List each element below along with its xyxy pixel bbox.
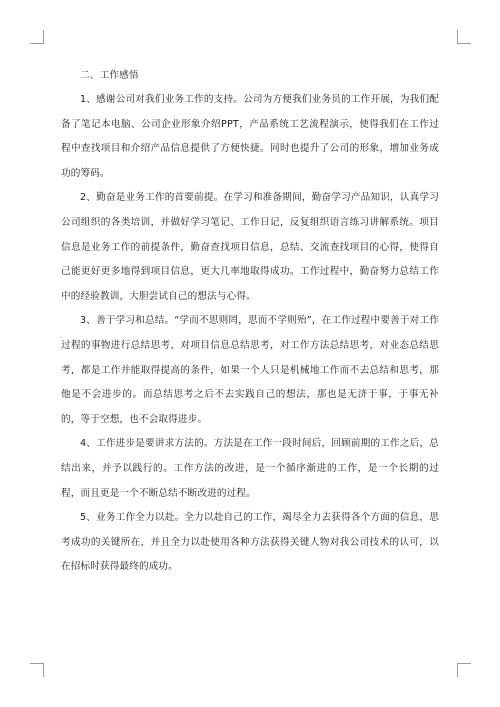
paragraph-2: 2、勤奋是业务工作的首要前提。在学习和准备期间，勤奋学习产品知识，认真学习公司组织的各类培训，并做好学习笔记、工作日记，反复组织语言练习讲解系统。项目信息是业务工作的前提条件，勤奋查找项目信息，总结、交流查找项目的心得，使得自己能更好更多地得到项目信息，更大几率地取得成功。工作过程中，勤奋努力总结工作中的经验教训，大胆尝试自己的想法与心得。 [61,192,439,302]
crop-mark-top-left [30,30,44,44]
paragraph-4: 4、工作进步是要讲求方法的。方法是在工作一段时间后，回顾前期的工作之后，总结出来，并予以践行的。工作方法的改进，是一个循序渐进的工作，是一个长期的过程，而且更是一个不断总结不断改进的过程。 [61,438,439,499]
crop-mark-bottom-left [30,663,44,677]
section-title: 二、工作感悟 [80,70,139,81]
document-body [61,64,439,580]
paragraph-3: 3、善于学习和总结。“学而不思则罔，思而不学则殆”，在工作过程中要善于对工作过程的事物进行总结思考，对项目信息总结思考，对工作方法总结思考，对业态总结思考，都是工作并能取得提高的条件，如果一个人只是机械地工作而不去总结和思考，那他是不会进步的。而总结思考之后不去实践自己的想法，那也是无济于事，于事无补的，等于空想，也不会取得进步。 [61,315,439,425]
crop-mark-top-right [457,30,471,44]
crop-mark-bottom-right [457,663,471,677]
paragraph-1: 1、感谢公司对我们业务工作的支持。公司为方便我们业务员的工作开展，为我们配备了笔记本电脑、公司企业形象介绍PPT，产品系统工艺流程演示，使得我们在工作过程中查找项目和介绍产品信息提供了方便快捷。同时也提升了公司的形象，增加业务成功的筹码。 [61,94,439,179]
paragraph-5: 5、业务工作全力以赴。全力以赴自己的工作，竭尽全力去获得各个方面的信息，思考成功的关键所在，并且全力以赴使用各种方法获得关键人物对我公司技术的认可，以在招标时获得最终的成功。 [61,512,439,573]
